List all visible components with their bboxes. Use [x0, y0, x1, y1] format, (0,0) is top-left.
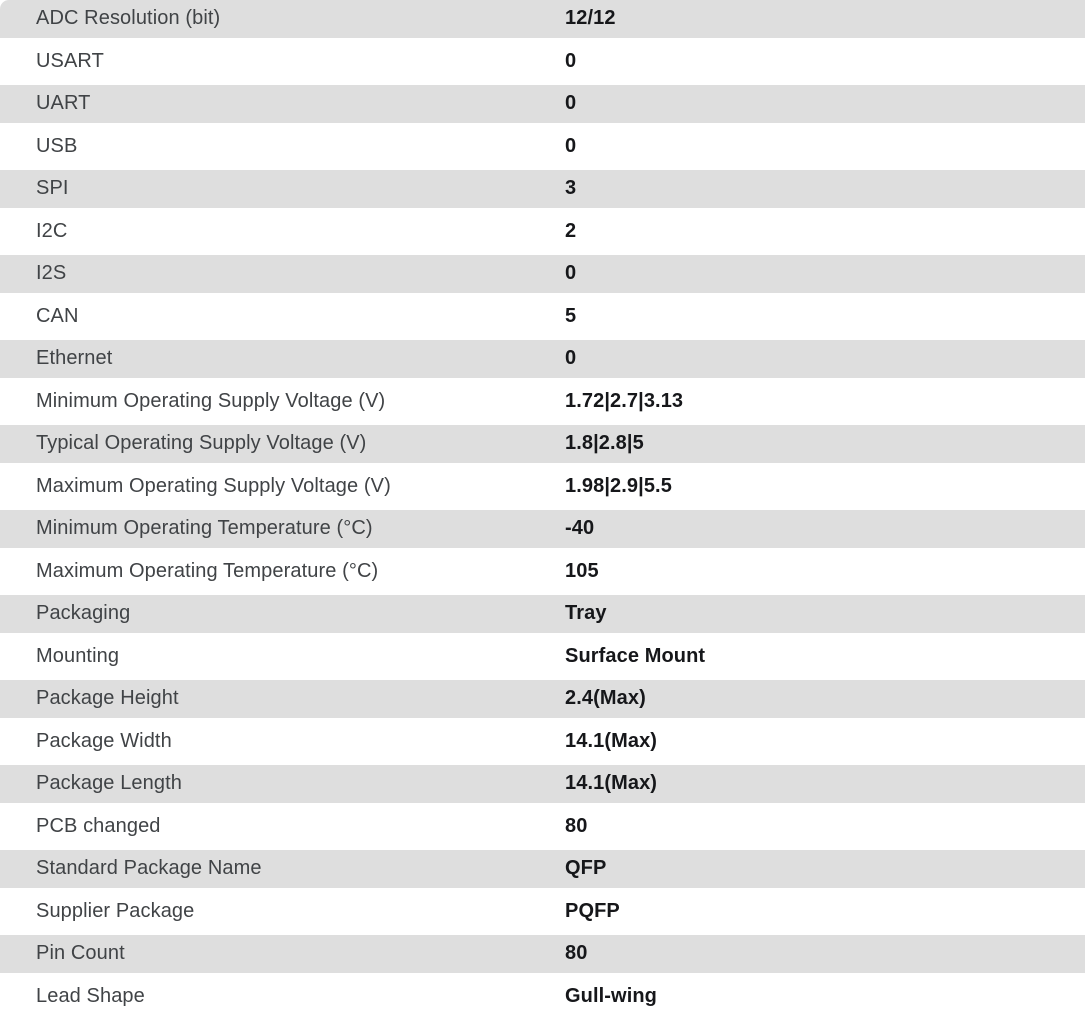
spec-value: 14.1(Max) [565, 729, 658, 752]
spec-value: 0 [565, 347, 577, 370]
table-row [0, 43, 1085, 86]
spec-label: ADC Resolution (bit) [36, 7, 221, 30]
spec-label: Minimum Operating Supply Voltage (V) [36, 389, 386, 412]
spec-label: Package Width [36, 729, 172, 752]
table-row [0, 383, 1085, 426]
spec-label: Package Length [36, 772, 182, 795]
spec-label: Lead Shape [36, 984, 145, 1007]
table-row [0, 850, 1085, 893]
spec-value: 14.1(Max) [565, 772, 658, 795]
table-row [0, 0, 1085, 43]
spec-label: Typical Operating Supply Voltage (V) [36, 432, 367, 455]
spec-value: 0 [565, 262, 577, 285]
spec-value: 2 [565, 219, 577, 242]
spec-label: UART [36, 92, 91, 115]
table-row [0, 680, 1085, 723]
table-row [0, 935, 1085, 978]
spec-value: Surface Mount [565, 644, 706, 667]
spec-value: 12/12 [565, 7, 616, 30]
table-row [0, 978, 1085, 1020]
spec-label: Standard Package Name [36, 857, 262, 880]
spec-label: Mounting [36, 644, 120, 667]
table-row [0, 128, 1085, 171]
spec-label: I2S [36, 262, 67, 285]
spec-label: Maximum Operating Supply Voltage (V) [36, 474, 391, 497]
table-row [0, 468, 1085, 511]
spec-value: 80 [565, 942, 588, 965]
table-row [0, 553, 1085, 596]
spec-label: CAN [36, 304, 79, 327]
spec-label: USB [36, 134, 78, 157]
spec-label: Pin Count [36, 942, 125, 965]
spec-value: Tray [565, 602, 607, 625]
spec-value: Gull-wing [565, 984, 657, 1007]
spec-value: 1.72|2.7|3.13 [565, 389, 684, 412]
table-row [0, 170, 1085, 213]
spec-label: Package Height [36, 687, 179, 710]
spec-value: 0 [565, 134, 577, 157]
spec-value: 1.98|2.9|5.5 [565, 474, 672, 497]
table-row [0, 893, 1085, 936]
table-row [0, 425, 1085, 468]
table-row [0, 638, 1085, 681]
spec-label: Packaging [36, 602, 131, 625]
table-row [0, 340, 1085, 383]
table-row [0, 298, 1085, 341]
spec-value: 80 [565, 814, 588, 837]
spec-value: 0 [565, 49, 577, 72]
table-row [0, 808, 1085, 851]
table-row [0, 595, 1085, 638]
spec-label: PCB changed [36, 814, 161, 837]
table-row [0, 213, 1085, 256]
spec-label: USART [36, 49, 104, 72]
spec-value: -40 [565, 517, 595, 540]
spec-label: Maximum Operating Temperature (°C) [36, 559, 379, 582]
spec-value: 1.8|2.8|5 [565, 432, 644, 455]
table-row [0, 255, 1085, 298]
table-row [0, 765, 1085, 808]
spec-label: Minimum Operating Temperature (°C) [36, 517, 373, 540]
table-row [0, 723, 1085, 766]
spec-value: 105 [565, 559, 599, 582]
spec-value: QFP [565, 857, 607, 880]
spec-value: 0 [565, 92, 577, 115]
spec-value: 5 [565, 304, 577, 327]
spec-value: PQFP [565, 899, 620, 922]
spec-value: 2.4(Max) [565, 687, 646, 710]
spec-value: 3 [565, 177, 577, 200]
table-row [0, 85, 1085, 128]
spec-label: Ethernet [36, 347, 113, 370]
table-row [0, 510, 1085, 553]
spec-label: SPI [36, 177, 69, 200]
spec-label: Supplier Package [36, 899, 195, 922]
spec-label: I2C [36, 219, 68, 242]
